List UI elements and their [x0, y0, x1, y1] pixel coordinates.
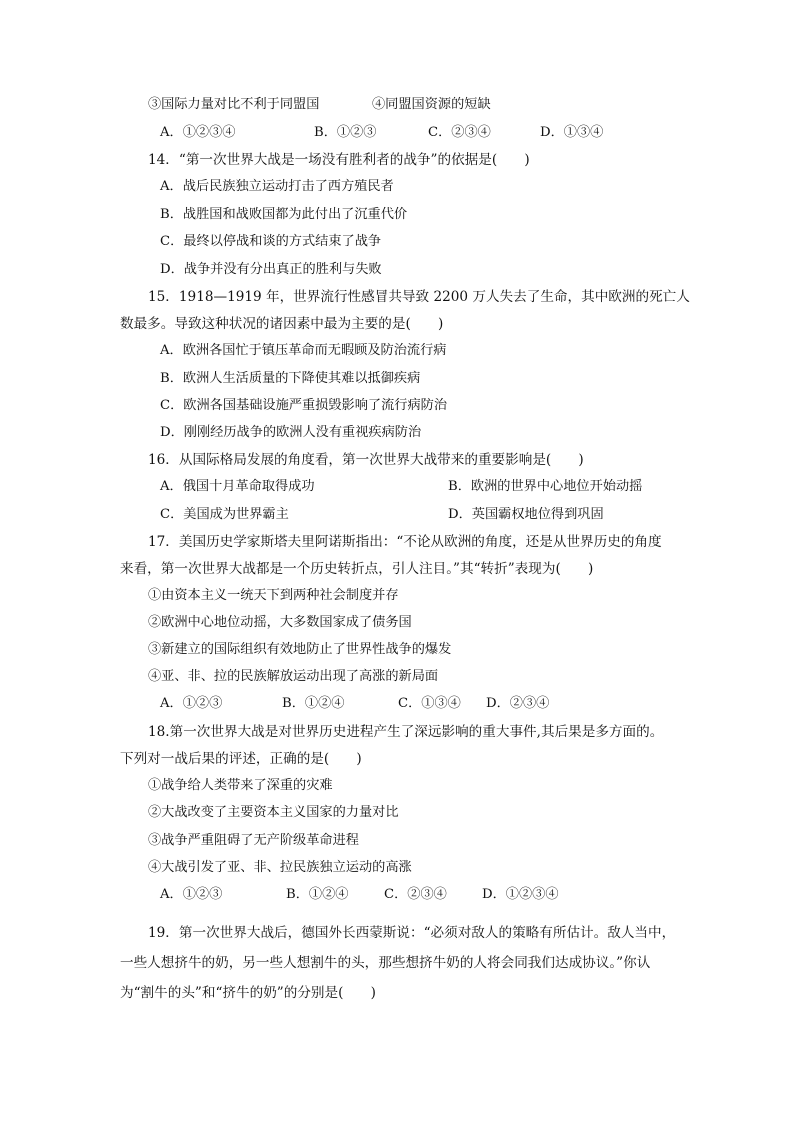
q18-option-a: A．①②③	[160, 887, 223, 902]
q18-item-4: ④大战引发了亚、非、拉民族独立运动的高涨	[148, 860, 412, 875]
q18-stem-line-2: 下列对一战后果的评述，正确的是( )	[120, 751, 362, 767]
q13-option-a: A．①②③④	[160, 125, 236, 140]
q17-option-c: C．①③④	[398, 696, 461, 711]
q18-option-b: B．①②④	[286, 887, 349, 902]
q16-option-b: B．欧洲的世界中心地位开始动摇	[448, 479, 643, 494]
q15-stem-line-2: 数最多。导致这种状况的诸因素中最为主要的是( )	[120, 316, 444, 332]
q15-option-c: C．欧洲各国基础设施严重损毁影响了流行病防治	[160, 398, 448, 413]
q13-item-3: ③国际力量对比不利于同盟国	[148, 97, 320, 112]
q15-stem-line-1: 15．1918—1919 年，世界流行性感冒共导致 2200 万人失去了生命，其中欧洲的死亡人	[148, 289, 690, 305]
q16-option-c: C．美国成为世界霸主	[160, 507, 289, 522]
q17-stem-line-1: 17．美国历史学家斯塔夫里阿诺斯指出：“不论从欧洲的角度，还是从世界历史的角度	[148, 534, 662, 550]
q13-option-b: B．①②③	[314, 125, 377, 140]
q14-stem: 14．“第一次世界大战是一场没有胜利者的战争”的依据是( )	[148, 152, 530, 168]
q17-stem-line-2: 来看，第一次世界大战都是一个历史转折点，引人注目。”其“转折”表现为( )	[120, 561, 594, 577]
q14-option-b: B．战胜国和战败国都为此付出了沉重代价	[160, 207, 408, 222]
q14-option-d: D．战争并没有分出真正的胜利与失败	[160, 262, 382, 277]
q15-option-b: B．欧洲人生活质量的下降使其难以抵御疾病	[160, 371, 421, 386]
q18-option-c: C．②③④	[384, 887, 447, 902]
q17-option-a: A．①②③	[160, 696, 223, 711]
q13-option-c: C．②③④	[428, 125, 491, 140]
q19-stem-line-2: 一些人想挤牛的奶，另一些人想割牛的头，那些想挤牛奶的人将会同我们达成协议。”你认	[120, 955, 651, 971]
q14-option-c: C．最终以停战和谈的方式结束了战争	[160, 234, 382, 249]
q15-option-a: A．欧洲各国忙于镇压革命而无暇顾及防治流行病	[160, 343, 447, 358]
q13-option-d: D．①③④	[540, 125, 604, 140]
q17-item-4: ④亚、非、拉的民族解放运动出现了高涨的新局面	[148, 669, 439, 684]
q17-item-2: ②欧洲中心地位动摇，大多数国家成了债务国	[148, 615, 412, 630]
q16-option-d: D．英国霸权地位得到巩固	[448, 507, 604, 522]
q14-option-a: A．战后民族独立运动打击了西方殖民者	[160, 179, 394, 194]
q17-item-3: ③新建立的国际组织有效地防止了世界性战争的爆发	[148, 642, 452, 657]
q18-option-d: D．①②③④	[482, 887, 559, 902]
q18-item-3: ③战争严重阻碍了无产阶级革命进程	[148, 833, 359, 848]
q17-item-1: ①由资本主义一统天下到两种社会制度并存	[148, 588, 399, 603]
q18-stem-line-1: 18.第一次世界大战是对世界历史进程产生了深远影响的重大事件,其后果是多方面的。	[148, 724, 664, 740]
q16-option-a: A．俄国十月革命取得成功	[160, 479, 315, 494]
q16-stem: 16．从国际格局发展的角度看，第一次世界大战带来的重要影响是( )	[148, 452, 584, 468]
q17-option-d: D．②③④	[486, 696, 550, 711]
q18-item-2: ②大战改变了主要资本主义国家的力量对比	[148, 805, 399, 820]
q13-item-4: ④同盟国资源的短缺	[372, 97, 491, 112]
q15-option-d: D．刚刚经历战争的欧洲人没有重视疾病防治	[160, 425, 422, 440]
q18-item-1: ①战争给人类带来了深重的灾难	[148, 778, 333, 793]
q19-stem-line-3: 为“割牛的头”和“挤牛的奶”的分别是( )	[120, 985, 376, 1001]
q19-stem-line-1: 19．第一次世界大战后，德国外长西蒙斯说：“必须对敌人的策略有所估计。敌人当中，	[148, 925, 676, 941]
q17-option-b: B．①②④	[282, 696, 345, 711]
